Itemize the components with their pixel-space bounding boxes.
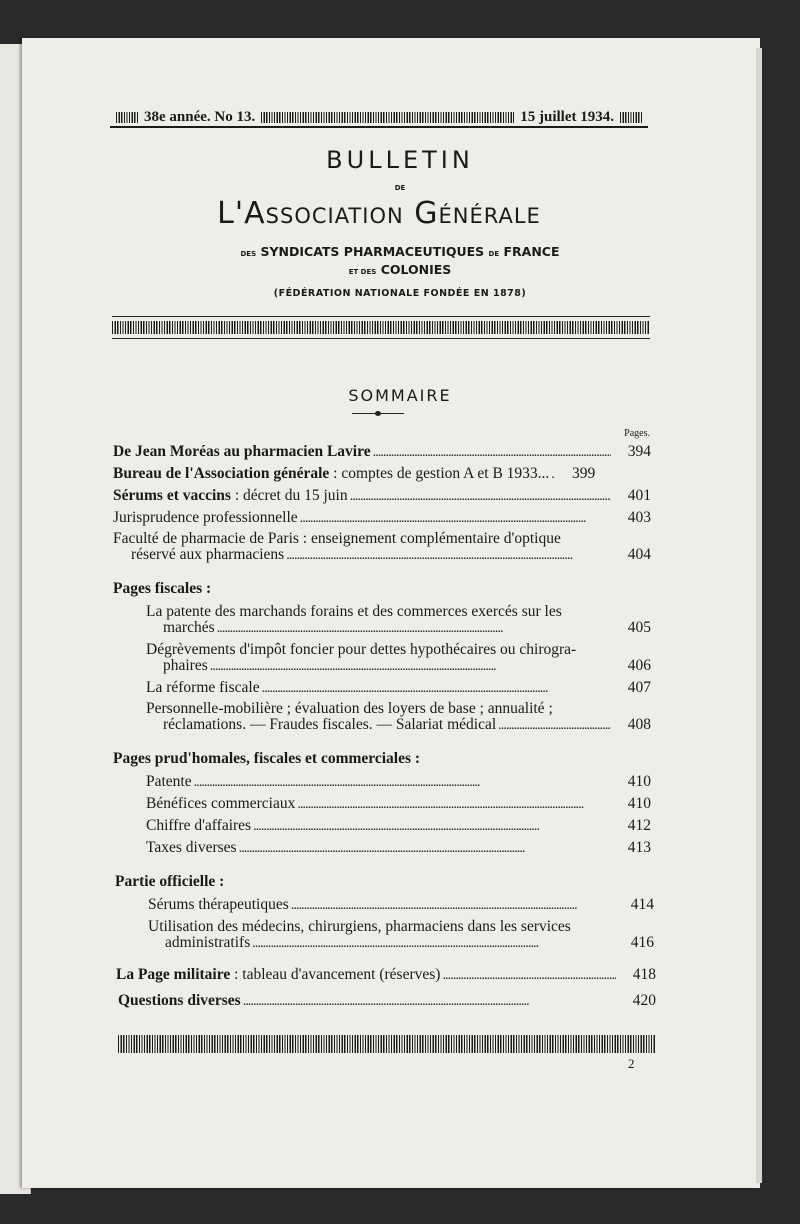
toc-title: Bénéfices commerciaux [146,795,296,812]
toc-title: La réforme fiscale [146,679,260,696]
toc-entry-line1: La patente des marchands forains et des commerces exercés sur les [146,603,562,620]
toc-entry-line1: Personnelle-mobilière ; évaluation des loyers de base ; annualité ; [146,700,553,717]
toc-page: 401 [627,487,651,504]
toc-title-bold: Sérums et vaccins [113,487,231,504]
header-rule [110,126,648,128]
separator-top [112,316,650,317]
toc-entry [116,966,656,984]
leader-dots [252,934,614,952]
section-heading: Pages prud'homales, fiscales et commerciales : [113,750,421,767]
toc-entry [163,716,651,734]
toc-page: 399 [572,465,596,482]
toc-entry-line1: Dégrèvements d'impôt foncier pour dettes hypothécaires ou chirogra- [146,641,577,658]
leader-dots [373,443,611,461]
leader-dots [442,966,616,984]
separator-bars [112,321,650,334]
word-syndicats: SYNDICATS PHARMACEUTIQUES [260,244,485,259]
toc-page: 404 [627,546,651,563]
toc-title: Taxes diverses [146,839,237,856]
leader-dots [300,509,611,527]
toc-title: marchés [163,619,215,636]
leader-dots [291,896,614,914]
rule-ornament [116,112,138,123]
masthead-subtitle-2 [0,262,800,277]
issue-date: 15 juillet 1934. [520,108,614,125]
word-et-des: ET DES [348,268,377,276]
word-france: FRANCE [503,244,560,259]
toc-entry [113,443,651,461]
leader-dots [194,773,611,791]
masthead-title-text: L'Association Générale [217,196,541,231]
toc-page: 407 [627,679,651,696]
pages-column-label: Pages. [624,428,650,439]
toc-title-bold: La Page militaire [116,966,231,983]
toc-title: réservé aux pharmaciens [131,546,285,563]
toc-title: Jurisprudence professionnelle [113,509,298,526]
toc-title: administratifs [165,934,251,951]
leader-dots [286,546,611,564]
leader-dots [239,839,611,857]
leader-dots [210,657,611,675]
leader-dots [253,817,611,835]
section-heading: Partie officielle : [115,873,225,890]
issue-header [110,107,648,127]
toc-page: 408 [627,716,651,733]
toc-page: 410 [627,795,651,812]
toc-entry [113,465,651,483]
toc-entry [113,487,651,505]
toc-entry-line1: Utilisation des médecins, chirurgiens, pharmaciens dans les services [148,918,571,935]
toc-title-rest: : comptes de gestion A et B 1933... [329,465,550,482]
leader-dots [243,992,616,1010]
toc-entry [146,839,651,857]
leader-dots [551,465,555,483]
toc-title [113,465,549,483]
rule-ornament [261,112,514,123]
toc-page: 413 [627,839,651,856]
toc-page: 406 [627,657,651,674]
section-heading: Pages fiscales : [113,580,212,597]
bottom-rule-ornament [118,1035,656,1053]
masthead-title [110,196,648,231]
toc-entry [146,773,651,791]
masthead-subtitle-1 [0,244,800,259]
toc-title-bold: Bureau de l'Association générale [113,465,330,482]
toc-entry [113,509,651,527]
toc-page: 405 [627,619,651,636]
word-des: DES [240,250,257,258]
toc-title: réclamations. — Fraudes fiscales. — Salariat médical [163,716,497,733]
separator-bottom [112,338,650,339]
toc-title-rest: : tableau d'avancement (réserves) [230,966,441,983]
toc-page: 414 [630,896,654,913]
toc-page: 410 [627,773,651,790]
word-de: DE [488,250,500,258]
leader-dots [297,795,611,813]
masthead-de: DE [394,184,406,192]
toc-entry [131,546,651,564]
toc-entry [118,992,656,1010]
leader-dots [262,679,611,697]
sommaire-heading: SOMMAIRE [348,386,452,405]
toc-title [113,487,348,505]
toc-title: Sérums thérapeutiques [148,896,289,913]
toc-title: phaires [163,657,208,674]
toc-entry [146,679,651,697]
toc-entry [163,619,651,637]
leader-dots [498,716,611,734]
toc-entry [163,657,651,675]
word-colonies: COLONIES [380,262,452,277]
toc-page: 420 [632,992,656,1009]
toc-page: 412 [627,817,651,834]
toc-entry [146,795,651,813]
toc-title-rest: : décret du 15 juin [230,487,348,504]
toc-entry [165,934,654,952]
toc-page: 394 [627,443,651,460]
issue-number: 38e année. No 13. [144,108,256,125]
federation-line: (FÉDÉRATION NATIONALE FONDÉE EN 1878) [273,288,527,299]
folio-number: 2 [628,1056,635,1071]
masthead-bulletin: BULLETIN [326,146,474,174]
toc-title: De Jean Moréas au pharmacien Lavire [113,443,371,460]
leader-dots [217,619,611,637]
toc-page: 416 [630,934,654,951]
toc-page: 403 [627,509,651,526]
ornament-dot [375,411,381,416]
leader-dots [350,487,611,505]
toc-title: Questions diverses [118,992,241,1009]
toc-title: Chiffre d'affaires [146,817,252,834]
toc-title [116,966,440,984]
rule-ornament [620,112,642,123]
toc-entry [148,896,654,914]
toc-page: 418 [632,966,656,983]
toc-title: Patente [146,773,192,790]
page-stack-edge [756,48,762,1183]
toc-entry [146,817,651,835]
toc-entry-line1: Faculté de pharmacie de Paris : enseignement complémentaire d'optique [113,530,561,547]
